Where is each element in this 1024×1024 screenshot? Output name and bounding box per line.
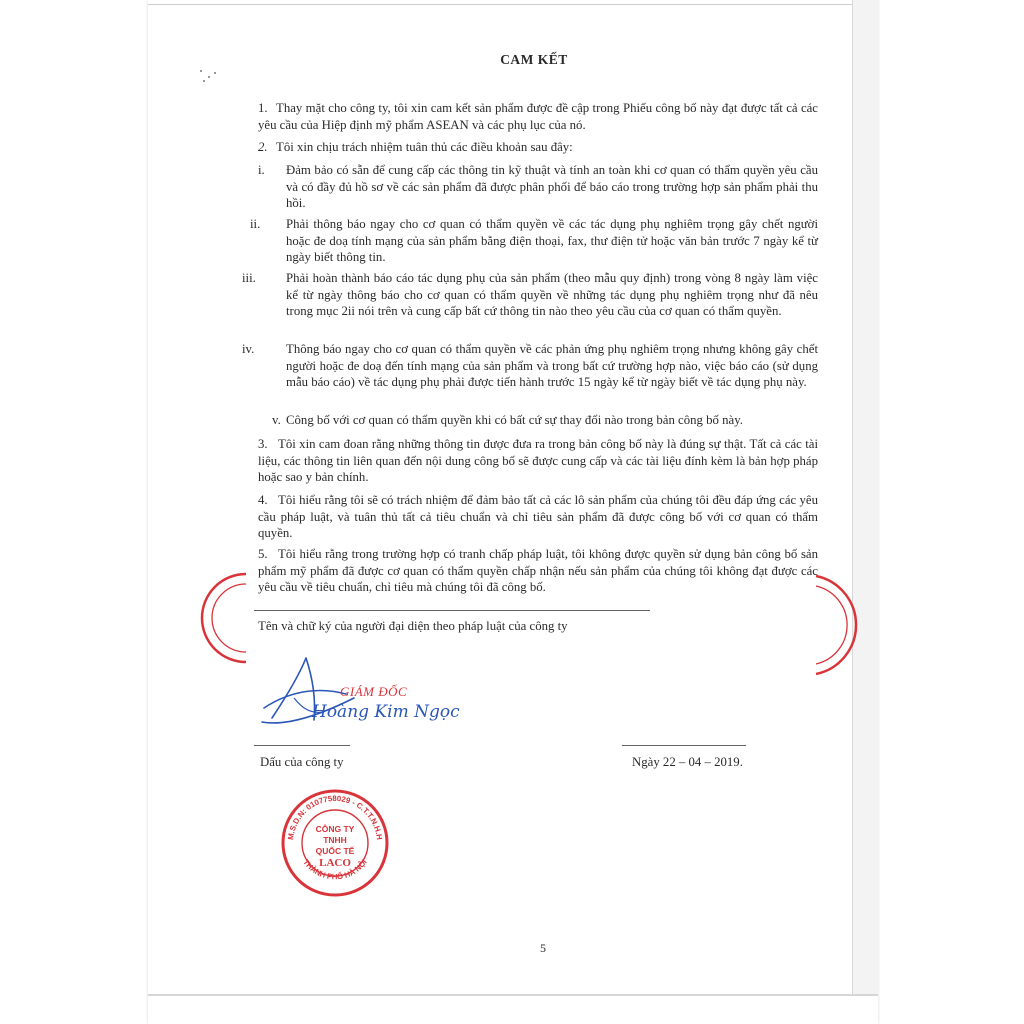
scan-speck: [208, 76, 210, 78]
commitment-item-2: [258, 139, 818, 156]
sub-item-iii: iii. Phải hoàn thành báo cáo tác dụng phụ của sản phẩm (theo mẫu quy định) trong vòng 8 ngày làm việc kể từ ngày thông báo cho cơ quan có thẩm quyền về những tác dụng phụ nghiêm trọng như đã nêu trong mục 2ii nói trên và cung cấp bất cứ thông tin nào theo yêu cầu của cơ quan có thẩm quyền.: [242, 271, 818, 319]
sub-item-ii: ii. Phải thông báo ngay cho cơ quan có thẩm quyền về các tác dụng phụ nghiêm trọng gây chết người hoặc đe doạ tính mạng của sản phẩm bằng điện thoại, fax, thư điện tử hoặc văn bản trước 7 ngày kể từ ngày biết thông tin.: [250, 217, 818, 265]
item-text: Thông báo ngay cho cơ quan có thẩm quyền về các phản ứng phụ nghiêm trọng nhưng không gây chết người hoặc đe doạ đến tính mạng của sản phẩm và trong bất cứ trường hợp nào, việc báo cáo (sử dụng mẫu báo cáo) về tác dụng phụ phải được tiến hành trước 15 ngày kể từ ngày biết về tác dụng phụ này.: [286, 342, 818, 390]
page-right-edge: [852, 0, 879, 996]
scan-speck: [214, 72, 216, 74]
sub-item-v: v. Công bố với cơ quan có thẩm quyền khi có bất cứ sự thay đổi nào trong bản công bố này.: [272, 413, 743, 427]
document-title: CAM KẾT: [500, 52, 568, 67]
signature-caption: Tên và chữ ký của người đại diện theo pháp luật của công ty: [258, 619, 568, 633]
item-text: Tôi hiểu rằng tôi sẽ có trách nhiệm để đảm bảo tất cả các lô sản phẩm của chúng tôi đều đáp ứng các yêu cầu pháp luật, và tuân thủ tất cả tiêu chuẩn và chỉ tiêu sản phẩm đã được công bố với cơ quan có thẩm quyền.: [258, 493, 818, 541]
stamp-line-3: QUỐC TẾ: [315, 846, 355, 856]
commitment-item-1: [258, 100, 818, 133]
item-text: Công bố với cơ quan có thẩm quyền khi có bất cứ sự thay đổi nào trong bản công bố này.: [286, 413, 743, 427]
item-text: Tôi hiểu rằng trong trường hợp có tranh chấp pháp luật, tôi không được quyền sử dụng bản công bố sản phẩm mỹ phẩm đã được cơ quan có thẩm quyền chấp nhận nếu sản phẩm của chúng tôi không đạt được các yêu cầu về tiêu chuẩn, chỉ tiêu mà chúng tôi đã công bố.: [258, 547, 818, 595]
item-text: Tôi xin chịu trách nhiệm tuân thủ các điều khoản sau đây:: [276, 140, 573, 154]
sub-item-iv: iv. Thông báo ngay cho cơ quan có thẩm quyền về các phản ứng phụ nghiêm trọng nhưng không gây chết người hoặc đe doạ đến tính mạng của sản phẩm và trong bất cứ trường hợp nào, việc báo cáo (sử dụng mẫu báo cáo) về tác dụng phụ phải được tiến hành trước 15 ngày kể từ ngày biết về tác dụng phụ này.: [242, 342, 818, 390]
stamp-divider: [254, 745, 350, 746]
commitment-item-3: 3. Tôi xin cam đoan rằng những thông tin được đưa ra trong bản công bố này là đúng sự thật. Tất cả các tài liệu, các thông tin liên quan đến nội dung công bố sẽ được cung cấp và các tài liệu đính kèm là bản hợp pháp hoặc sao y bản chính.: [258, 437, 818, 485]
document-date: Ngày 22 – 04 – 2019.: [632, 755, 743, 769]
page-top-edge: [148, 4, 852, 5]
signer-name: Hoàng Kim Ngọc: [312, 702, 460, 722]
item-number: 2.: [258, 140, 268, 154]
sub-item-i: i. Đảm bảo có sẵn để cung cấp các thông tin kỹ thuật và tính an toàn khi cơ quan có thẩm quyền yêu cầu và có đầy đủ hồ sơ về các sản phẩm đã được phân phối để báo cáo trong trường hợp sản phẩm phải thu hồi.: [258, 163, 818, 211]
scan-speck: [200, 70, 202, 72]
page-number: 5: [540, 941, 546, 955]
stamp-line-1: CÔNG TY: [315, 824, 355, 834]
partial-stamp-right: [812, 570, 858, 680]
date-divider: [622, 745, 746, 746]
signer-role: GIÁM ĐỐC: [340, 684, 408, 699]
item-text: Thay mặt cho công ty, tôi xin cam kết sản phẩm được đề cập trong Phiếu công bố này đạt được tất cả các yêu cầu của Hiệp định mỹ phẩm ASEAN và các phụ lục của nó.: [258, 101, 818, 132]
signature-divider: [254, 610, 650, 611]
stamp-line-4: LACO: [319, 857, 351, 869]
stamp-ring-text: M.S.D.N: 0107758029 - C.T.T.N.H.H: [286, 793, 384, 841]
page-bottom-edge: [148, 994, 878, 996]
item-text: Phải thông báo ngay cho cơ quan có thẩm quyền về các tác dụng phụ nghiêm trọng gây chết người hoặc đe doạ tính mạng của sản phẩm bằng điện thoại, fax, thư điện tử hoặc văn bản trước 7 ngày kể từ ngày biết thông tin.: [286, 217, 818, 265]
item-text: Đảm bảo có sẵn để cung cấp các thông tin kỹ thuật và tính an toàn khi cơ quan có thẩm quyền yêu cầu và có đầy đủ hồ sơ về các sản phẩm đã được phân phối để báo cáo trong trường hợp sản phẩm phải thu hồi.: [286, 163, 818, 211]
partial-stamp-left: [196, 568, 252, 668]
commitment-item-5: 5. Tôi hiểu rằng trong trường hợp có tranh chấp pháp luật, tôi không được quyền sử dụng bản công bố sản phẩm mỹ phẩm đã được cơ quan có thẩm quyền chấp nhận nếu sản phẩm của chúng tôi không đạt được các yêu cầu về tiêu chuẩn, chỉ tiêu mà chúng tôi đã công bố.: [258, 547, 818, 595]
stamp-bottom-text: THÀNH PHỐ HÀ NỘI: [301, 857, 369, 882]
item-text: Tôi xin cam đoan rằng những thông tin được đưa ra trong bản công bố này là đúng sự thật. Tất cả các tài liệu, các thông tin liên quan đến nội dung công bố sẽ được cung cấp và các tài liệu đính kèm là bản hợp pháp hoặc sao y bản chính.: [258, 437, 818, 485]
item-number: 1.: [258, 101, 268, 115]
scan-speck: [203, 80, 205, 82]
stamp-line-2: TNHH: [323, 835, 347, 845]
item-text: Phải hoàn thành báo cáo tác dụng phụ của sản phẩm (theo mẫu quy định) trong vòng 8 ngày làm việc kể từ ngày thông báo cho cơ quan có thẩm quyền về những tác dụng phụ nghiêm trọng như đã nêu trong mục 2ii nói trên và cung cấp bất cứ thông tin nào theo yêu cầu của cơ quan có thẩm quyền.: [286, 271, 818, 319]
company-stamp: [278, 786, 392, 900]
stamp-caption: Dấu của công ty: [260, 755, 344, 769]
commitment-item-4: 4. Tôi hiểu rằng tôi sẽ có trách nhiệm để đảm bảo tất cả các lô sản phẩm của chúng tôi đều đáp ứng các yêu cầu pháp luật, và tuân thủ tất cả tiêu chuẩn và chỉ tiêu sản phẩm đã được công bố với cơ quan có thẩm quyền.: [258, 493, 818, 541]
